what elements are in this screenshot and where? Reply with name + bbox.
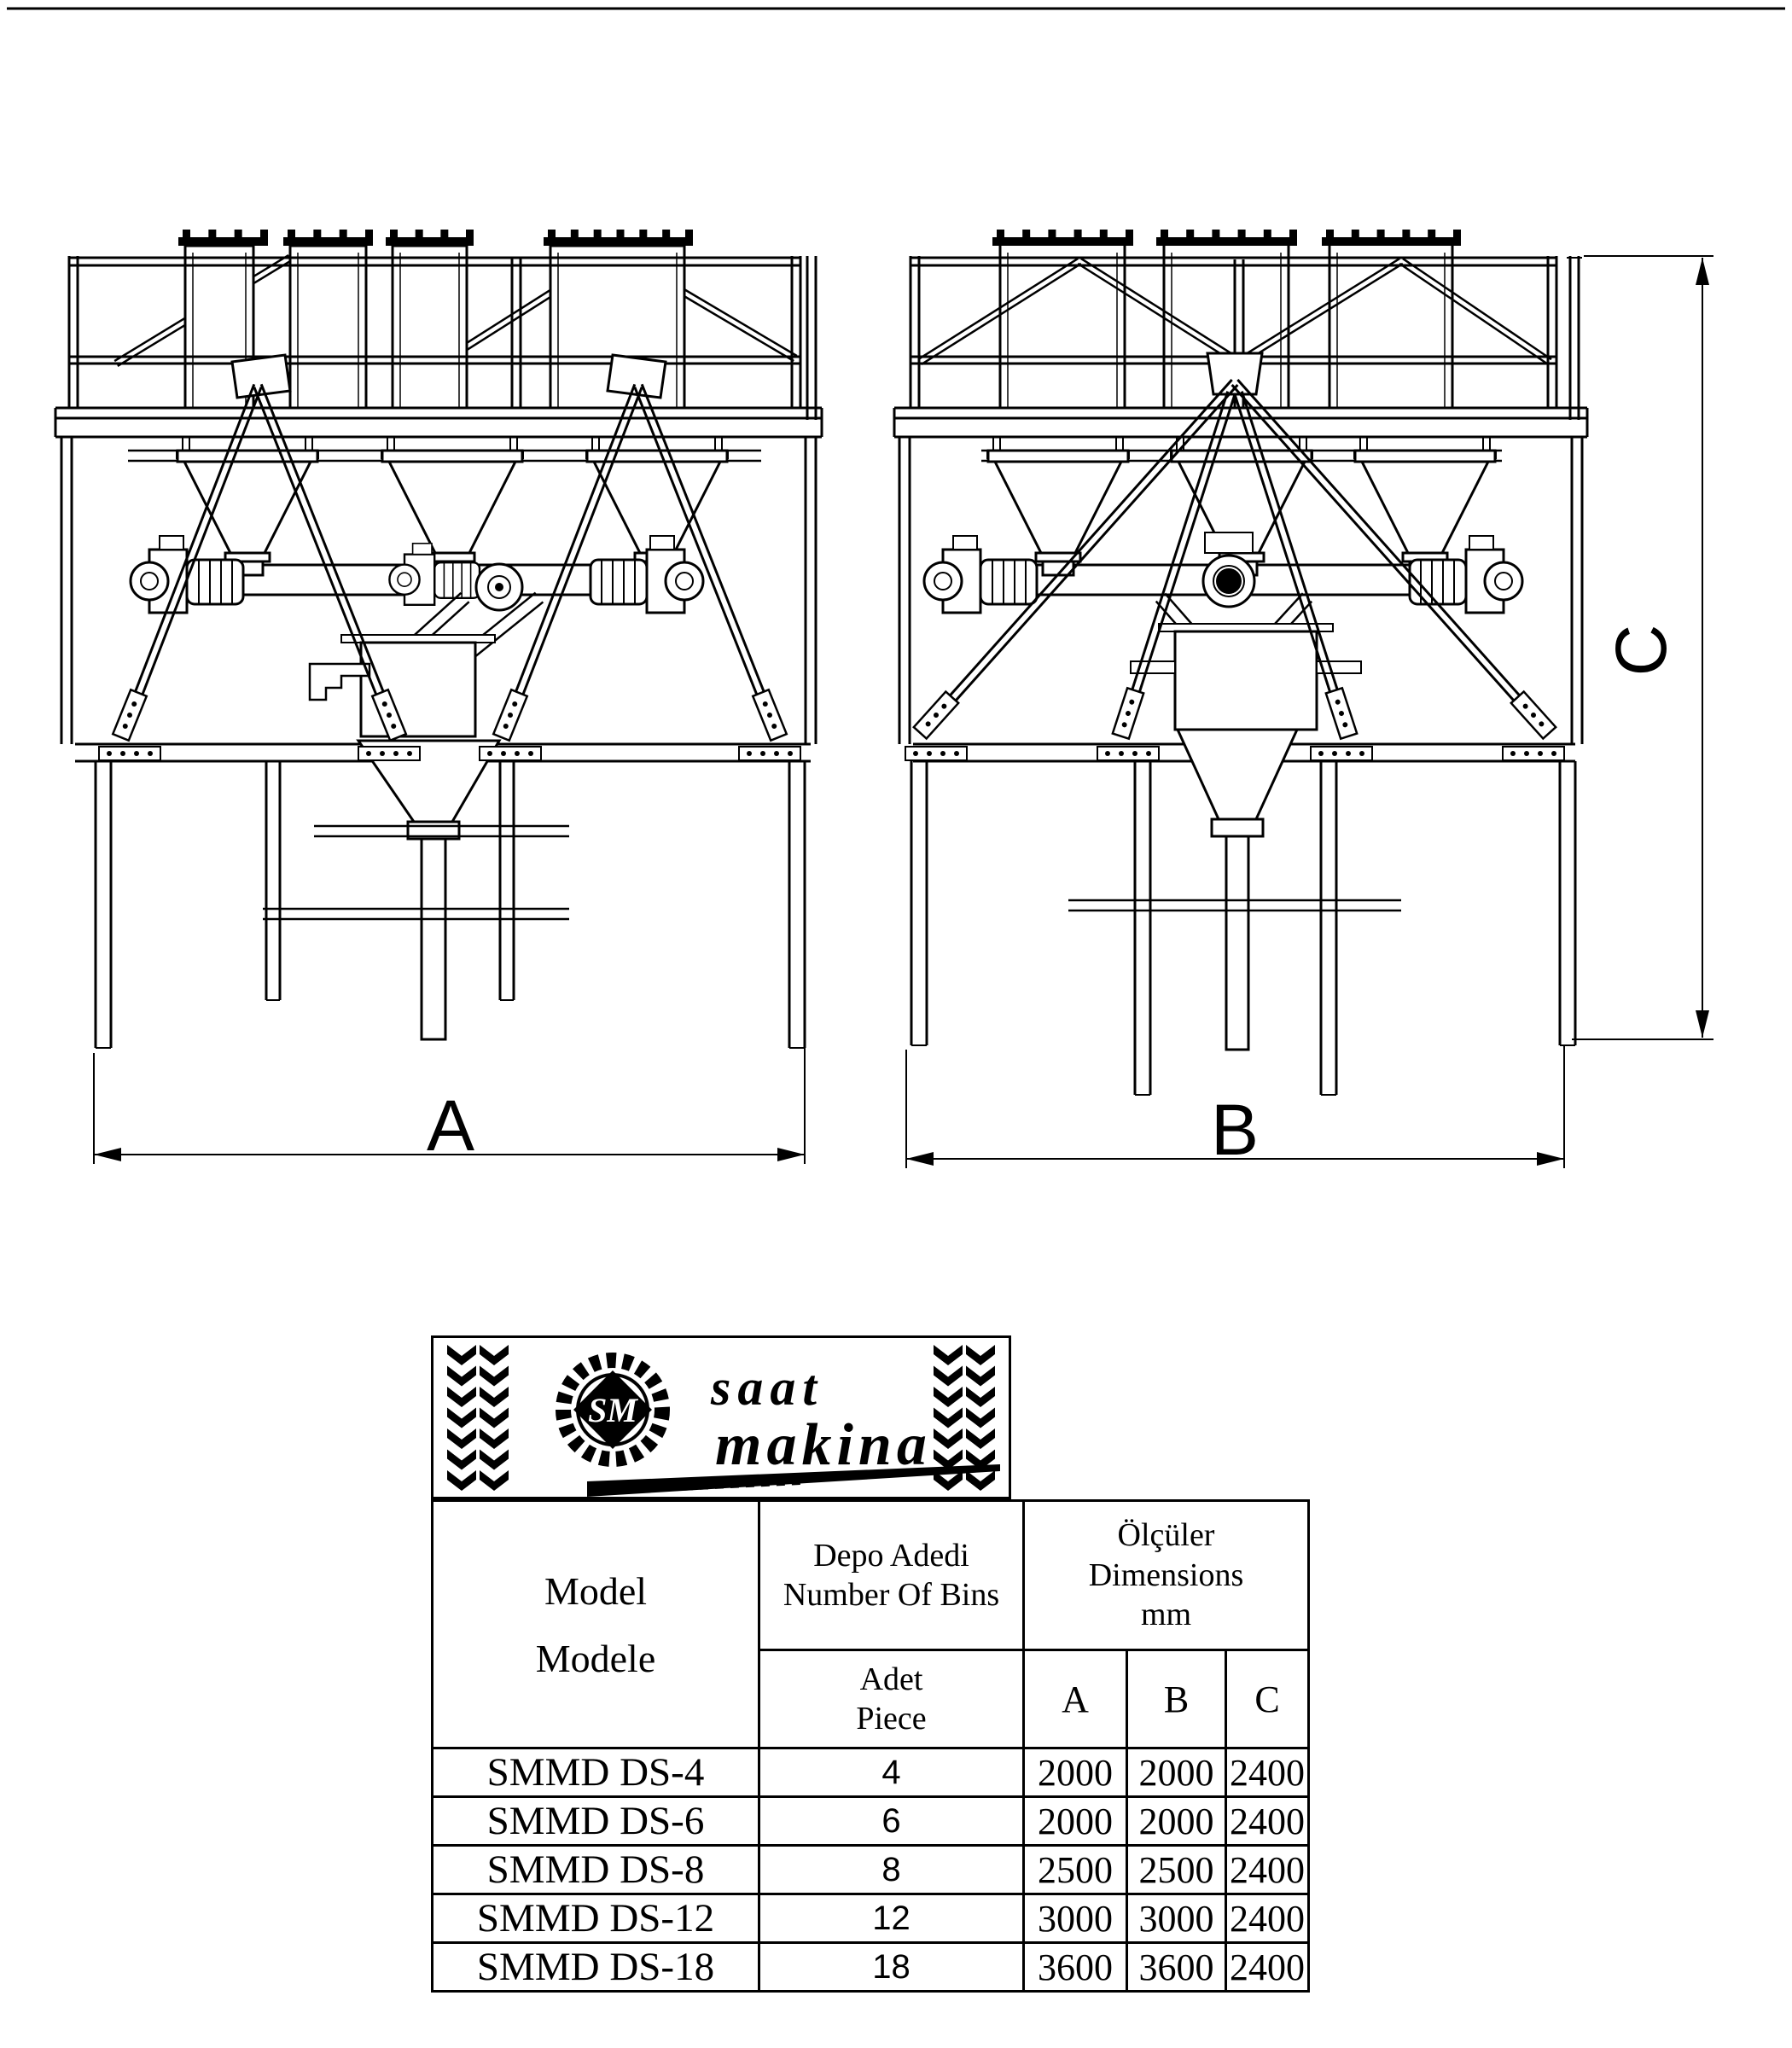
row-dim-a: 2500 [1024, 1846, 1127, 1894]
table-row [433, 1943, 1309, 1992]
logo-box [431, 1335, 1011, 1499]
row-dim-b: 2500 [1127, 1846, 1226, 1894]
header-piece [759, 1650, 1024, 1748]
spec-table [431, 1499, 1310, 1993]
row-dim-b: 2000 [1127, 1748, 1226, 1797]
header-model-line2: Modele [535, 1636, 656, 1680]
row-pieces: 6 [759, 1797, 1024, 1846]
header-dims-line1: Ölçüler [1117, 1517, 1215, 1554]
dim-label-c: C [1601, 624, 1681, 677]
header-dim-c: C [1226, 1650, 1309, 1748]
logo-brand-line1: saat [711, 1359, 824, 1416]
row-dim-a: 2000 [1024, 1797, 1127, 1846]
header-model-line1: Model [544, 1568, 648, 1613]
row-model: SMMD DS-18 [433, 1943, 759, 1992]
spec-table-body [433, 1748, 1309, 1992]
header-dim-b: B [1127, 1650, 1226, 1748]
row-model: SMMD DS-4 [433, 1748, 759, 1797]
row-model: SMMD DS-6 [433, 1797, 759, 1846]
table-row [433, 1797, 1309, 1846]
dimension-c [1572, 256, 1713, 1039]
row-dim-c: 2400 [1226, 1894, 1309, 1943]
dimension-a [94, 1043, 805, 1166]
row-pieces: 18 [759, 1943, 1024, 1992]
row-pieces: 4 [759, 1748, 1024, 1797]
logo-monogram: SM [588, 1391, 637, 1429]
side-view-drawing [894, 230, 1587, 1095]
front-view-drawing [55, 230, 822, 1048]
side-substructure [899, 437, 1582, 1050]
row-dim-b: 2000 [1127, 1797, 1226, 1846]
dim-label-a: A [426, 1085, 475, 1166]
header-piece-line2: Piece [856, 1701, 927, 1737]
table-row [433, 1846, 1309, 1894]
header-bins-line1: Depo Adedi [813, 1537, 969, 1574]
row-dim-a: 3600 [1024, 1943, 1127, 1992]
header-dims-line3: mm [1140, 1597, 1192, 1633]
header-bins [759, 1501, 1024, 1650]
row-dim-c: 2400 [1226, 1748, 1309, 1797]
header-dims-line2: Dimensions [1088, 1556, 1244, 1593]
header-dim-a: A [1024, 1650, 1127, 1748]
row-dim-a: 2000 [1024, 1748, 1127, 1797]
tire-tread-pattern-left [447, 1345, 509, 1491]
header-bins-line2: Number Of Bins [783, 1577, 1000, 1613]
table-row [433, 1748, 1309, 1797]
row-dim-a: 3000 [1024, 1894, 1127, 1943]
row-dim-c: 2400 [1226, 1797, 1309, 1846]
header-dimensions [1024, 1501, 1309, 1650]
row-dim-c: 2400 [1226, 1846, 1309, 1894]
row-dim-b: 3600 [1127, 1943, 1226, 1992]
row-dim-c: 2400 [1226, 1943, 1309, 1992]
row-model: SMMD DS-12 [433, 1894, 759, 1943]
header-piece-line1: Adet [859, 1661, 923, 1697]
front-substructure [61, 437, 816, 1039]
header-model [433, 1501, 759, 1748]
dim-label-b: B [1210, 1090, 1260, 1170]
row-pieces: 12 [759, 1894, 1024, 1943]
dimension-b [906, 1044, 1564, 1170]
gear-monogram-icon [563, 1360, 662, 1459]
row-dim-b: 3000 [1127, 1894, 1226, 1943]
row-pieces: 8 [759, 1846, 1024, 1894]
logo-brand-line2: makina [715, 1412, 932, 1478]
table-row [433, 1894, 1309, 1943]
row-model: SMMD DS-8 [433, 1846, 759, 1894]
